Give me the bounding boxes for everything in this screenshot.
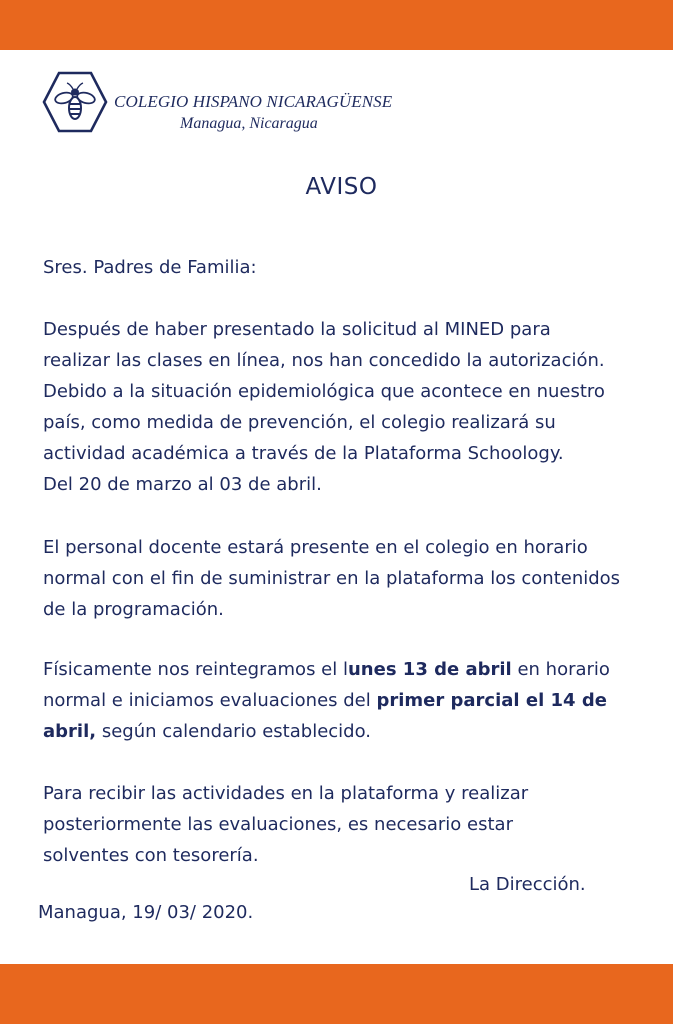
notice-title: AVISO [305, 174, 378, 200]
paragraph-line: país, como medida de prevención, el colegio realizará su [43, 412, 556, 433]
paragraph-line [43, 685, 610, 716]
greeting: Sres. Padres de Familia: [43, 257, 257, 278]
text-segment: normal e iniciamos evaluaciones del [43, 690, 377, 711]
paragraph-line: posteriormente las evaluaciones, es necesario estar [43, 814, 513, 835]
school-city: Managua, Nicaragua [180, 115, 318, 132]
return-date-highlight: unes 13 de abril [347, 659, 512, 680]
text-segment: según calendario establecido. [96, 721, 372, 742]
exam-date-highlight-end: abril, [43, 721, 97, 742]
paragraph-line: realizar las clases en línea, nos han concedido la autorización. [43, 350, 605, 371]
paragraph-line: Después de haber presentado la solicitud al MINED para [43, 319, 551, 340]
text-segment: en horario [511, 659, 610, 680]
bee-hexagon-logo-icon [42, 71, 108, 133]
paragraph-line: de la programación. [43, 599, 224, 620]
paragraph-line [43, 654, 610, 685]
school-name: COLEGIO HISPANO NICARAGÜENSE [114, 92, 393, 111]
paragraph-line [43, 716, 610, 747]
bottom-accent-band [0, 964, 673, 1024]
paragraph-line: actividad académica a través de la Plataforma Schoology. [43, 443, 564, 464]
paragraph-return-date [43, 654, 610, 747]
paragraph-line: Del 20 de marzo al 03 de abril. [43, 474, 322, 495]
paragraph-teaching-staff [43, 532, 620, 625]
paragraph-line: solventes con tesorería. [43, 845, 259, 866]
text-segment: Físicamente nos reintegramos el l [43, 659, 348, 680]
notice-date: Managua, 19/ 03/ 2020. [38, 902, 254, 923]
exam-date-highlight: primer parcial el 14 de [376, 690, 607, 711]
paragraph-line: El personal docente estará presente en el colegio en horario [43, 537, 588, 558]
top-accent-band [0, 0, 673, 50]
paragraph-online-classes [43, 314, 605, 500]
signature: La Dirección. [469, 874, 586, 895]
paragraph-line: normal con el fin de suministrar en la plataforma los contenidos [43, 568, 621, 589]
paragraph-line: Para recibir las actividades en la plataforma y realizar [43, 783, 529, 804]
paragraph-payment [43, 778, 528, 871]
paragraph-line: Debido a la situación epidemiológica que acontece en nuestro [43, 381, 605, 402]
